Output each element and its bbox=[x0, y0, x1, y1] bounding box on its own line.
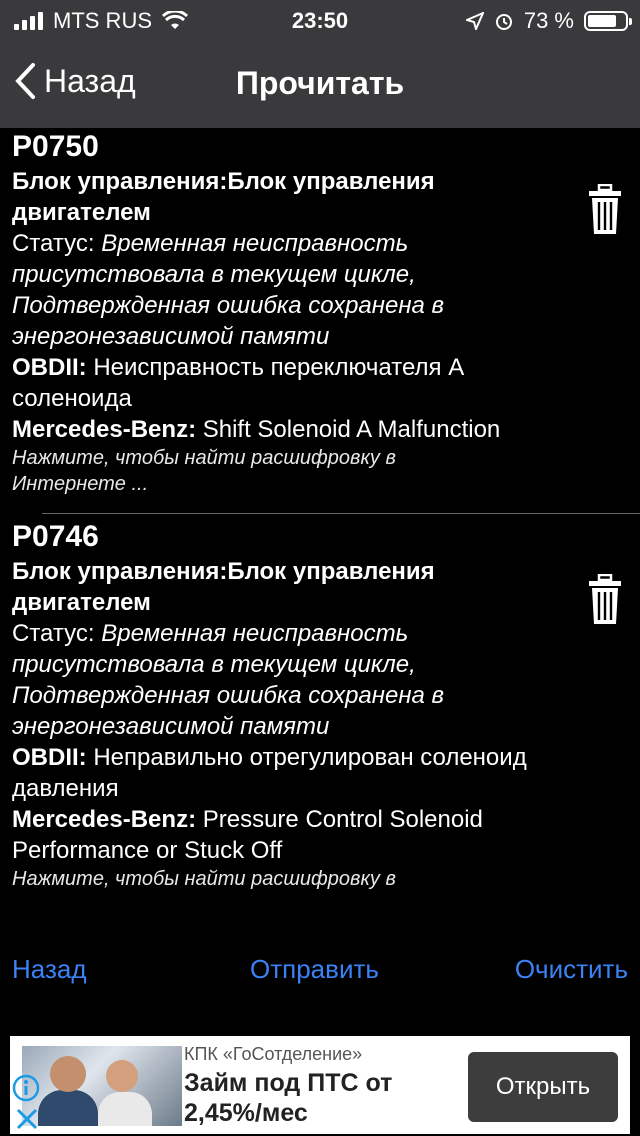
error-code: P0746 bbox=[12, 520, 99, 553]
ad-image bbox=[22, 1046, 182, 1126]
brand-text: Shift Solenoid A Malfunction bbox=[202, 416, 501, 443]
brand-line bbox=[12, 804, 572, 866]
status-line bbox=[12, 228, 572, 352]
clear-button[interactable]: Очистить bbox=[514, 954, 628, 984]
module-name: Блок управления:Блок управления двигателем bbox=[12, 558, 435, 616]
location-icon bbox=[466, 12, 484, 30]
divider bbox=[42, 513, 640, 514]
back-button[interactable]: Назад bbox=[12, 954, 87, 984]
close-icon[interactable] bbox=[14, 1106, 40, 1132]
obd-text: Неисправность переключателя А соленоида bbox=[12, 354, 465, 412]
status-line bbox=[12, 618, 572, 742]
module-name: Блок управления:Блок управления двигателем bbox=[12, 168, 435, 226]
ad-open-button[interactable]: Открыть bbox=[468, 1052, 618, 1122]
search-hint-link[interactable]: Нажмите, чтобы найти расшифровку в Интернете ... bbox=[12, 447, 396, 495]
battery-icon bbox=[584, 11, 628, 31]
obd-line bbox=[12, 352, 572, 414]
status-text: Временная неисправность присутствовала в текущем цикле, Подтвержденная ошибка сохранена в энергонезависимой памяти bbox=[12, 620, 445, 740]
obd-text: Неправильно отрегулирован соленоид давления bbox=[12, 744, 527, 802]
obd-line bbox=[12, 742, 572, 804]
ad-banner[interactable] bbox=[10, 1036, 630, 1134]
page-title: Прочитать bbox=[235, 65, 405, 101]
info-icon[interactable] bbox=[12, 1074, 40, 1102]
carrier-label: MTS RUS bbox=[53, 8, 152, 33]
send-button[interactable]: Отправить bbox=[250, 954, 379, 984]
nav-bar bbox=[0, 50, 640, 120]
ad-headline: Займ под ПТС от 2,45%/мес bbox=[184, 1069, 393, 1127]
trash-icon[interactable] bbox=[588, 574, 622, 626]
nav-back-label: Назад bbox=[44, 62, 136, 99]
obd-label: OBDII: bbox=[12, 354, 87, 381]
trash-icon[interactable] bbox=[588, 184, 622, 236]
status-text: Временная неисправность присутствовала в текущем цикле, Подтвержденная ошибка сохранена в энергонезависимой памяти bbox=[12, 230, 445, 350]
status-label: Статус: bbox=[12, 620, 95, 647]
battery-percent: 73 % bbox=[523, 8, 574, 33]
action-bar bbox=[0, 942, 640, 998]
error-code-item[interactable] bbox=[0, 128, 640, 507]
status-label: Статус: bbox=[12, 230, 95, 257]
brand-label: Mercedes-Benz: bbox=[12, 806, 197, 833]
error-code: P0750 bbox=[12, 130, 99, 163]
search-hint-link[interactable]: Нажмите, чтобы найти расшифровку в bbox=[12, 868, 396, 890]
brand-label: Mercedes-Benz: bbox=[12, 416, 197, 443]
brand-line bbox=[12, 414, 572, 445]
obd-label: OBDII: bbox=[12, 744, 87, 771]
status-bar bbox=[0, 0, 640, 42]
clock: 23:50 bbox=[291, 8, 349, 33]
error-code-list bbox=[0, 128, 640, 898]
alarm-icon bbox=[494, 11, 514, 31]
error-code-item[interactable] bbox=[0, 518, 640, 898]
top-bar bbox=[0, 0, 640, 128]
brand-text: Pressure Control Solenoid Performance or Stuck Off bbox=[12, 806, 483, 864]
ad-sponsor: КПК «ГоСотделение» bbox=[184, 1044, 363, 1064]
